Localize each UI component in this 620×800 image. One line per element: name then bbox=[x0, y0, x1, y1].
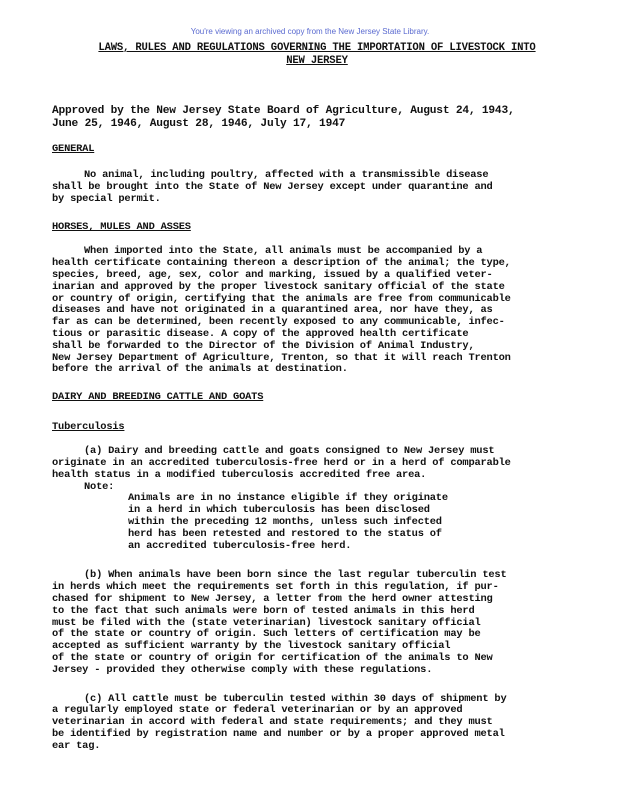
archive-banner[interactable]: You're viewing an archived copy from the New Jersey State Library. bbox=[190, 27, 430, 36]
text-line: accepted as sufficient warranty by the livestock sanitary official bbox=[52, 640, 451, 653]
text-line: shall be brought into the State of New Jersey except under quarantine and bbox=[52, 180, 493, 193]
text-line: Animals are in no instance eligible if they originate bbox=[128, 492, 448, 505]
text-line: inarian and approved by the proper livestock sanitary official of the state bbox=[52, 280, 505, 293]
approved-line-1: Approved by the New Jersey State Board of Agriculture, August 24, 1943, bbox=[52, 105, 515, 117]
title-line-1: LAWS, RULES AND REGULATIONS GOVERNING THE IMPORTATION OF LIVESTOCK INTO bbox=[98, 42, 536, 54]
text-line: originate in an accredited tuberculosis-free herd or in a herd of comparable bbox=[52, 456, 511, 469]
text-line: before the arrival of the animals at destination. bbox=[52, 363, 348, 376]
text-line: herd has been retested and restored to the status of bbox=[128, 527, 442, 540]
approved-line-2: June 25, 1946, August 28, 1946, July 17, 1947 bbox=[52, 118, 346, 130]
text-line: diseases and have not originated in a quarantined area, nor have they, as bbox=[52, 304, 493, 317]
section-heading-dairy: DAIRY AND BREEDING CATTLE AND GOATS bbox=[52, 391, 264, 404]
text-line: of the state or country of origin. Such letters of certification may be bbox=[52, 628, 481, 641]
paragraph-c bbox=[52, 694, 582, 753]
text-line: New Jersey Department of Agriculture, Trenton, so that it will reach Trenton bbox=[52, 351, 511, 364]
text-line: (a) Dairy and breeding cattle and goats consigned to New Jersey must bbox=[84, 445, 495, 458]
text-line: health certificate containing thereon a description of the animal; the type, bbox=[52, 257, 511, 270]
section-heading-general: GENERAL bbox=[52, 143, 95, 155]
text-line: No animal, including poultry, affected with a transmissible disease bbox=[84, 169, 489, 181]
paragraph-a bbox=[52, 446, 582, 481]
horses-paragraph bbox=[52, 246, 582, 376]
note-label: Note: bbox=[84, 480, 115, 493]
text-line: When imported into the State, all animals must be accompanied by a bbox=[84, 245, 483, 258]
text-line: veterinarian in accord with federal and state requirements; and they must bbox=[52, 716, 493, 729]
text-line: Jersey - provided they otherwise comply with these regulations. bbox=[52, 663, 433, 676]
text-line: to the fact that such animals were born of tested animals in this herd bbox=[52, 604, 475, 617]
text-line: health status in a modified tuberculosis accredited free area. bbox=[52, 468, 427, 481]
text-line: a regularly employed state or federal veterinarian or by an approved bbox=[52, 704, 463, 717]
text-line: or country of origin, certifying that the animals are free from communicable bbox=[52, 292, 511, 305]
approval-dates bbox=[52, 105, 582, 131]
text-line: species, breed, age, sex, color and marking, issued by a qualified veter- bbox=[52, 268, 493, 281]
section-heading-horses: HORSES, MULES AND ASSES bbox=[52, 221, 191, 234]
text-line: be identified by registration name and number or by a proper approved metal bbox=[52, 727, 505, 740]
text-line: must be filed with the (state veterinarian) livestock sanitary official bbox=[52, 616, 481, 629]
text-line: an accredited tuberculosis-free herd. bbox=[128, 539, 352, 552]
document-title bbox=[52, 42, 582, 68]
paragraph-b bbox=[52, 570, 582, 676]
document-page bbox=[52, 42, 582, 752]
text-line: (b) When animals have been born since the last regular tuberculin test bbox=[84, 569, 507, 582]
subheading-tuberculosis: Tuberculosis bbox=[52, 421, 125, 434]
text-line: by special permit. bbox=[52, 192, 161, 205]
general-paragraph bbox=[52, 170, 582, 205]
text-line: within the preceding 12 months, unless such infected bbox=[128, 515, 442, 528]
text-line: in a herd in which tuberculosis has been disclosed bbox=[128, 504, 430, 517]
text-line: chased for shipment to New Jersey, a letter from the herd owner attesting bbox=[52, 592, 493, 605]
text-line: of the state or country of origin for certification of the animals to New bbox=[52, 651, 493, 664]
text-line: (c) All cattle must be tuberculin tested within 30 days of shipment by bbox=[84, 692, 507, 705]
text-line: shall be forwarded to the Director of the Division of Animal Industry, bbox=[52, 339, 475, 352]
note-text bbox=[128, 493, 518, 552]
text-line: ear tag. bbox=[52, 739, 101, 752]
text-line: in herds which meet the requirements set forth in this regulation, if pur- bbox=[52, 581, 499, 594]
text-line: far as can be determined, been recently exposed to any communicable, infec- bbox=[52, 316, 505, 329]
text-line: tious or parasitic disease. A copy of the approved health certificate bbox=[52, 327, 469, 340]
title-line-2: NEW JERSEY bbox=[286, 55, 348, 67]
